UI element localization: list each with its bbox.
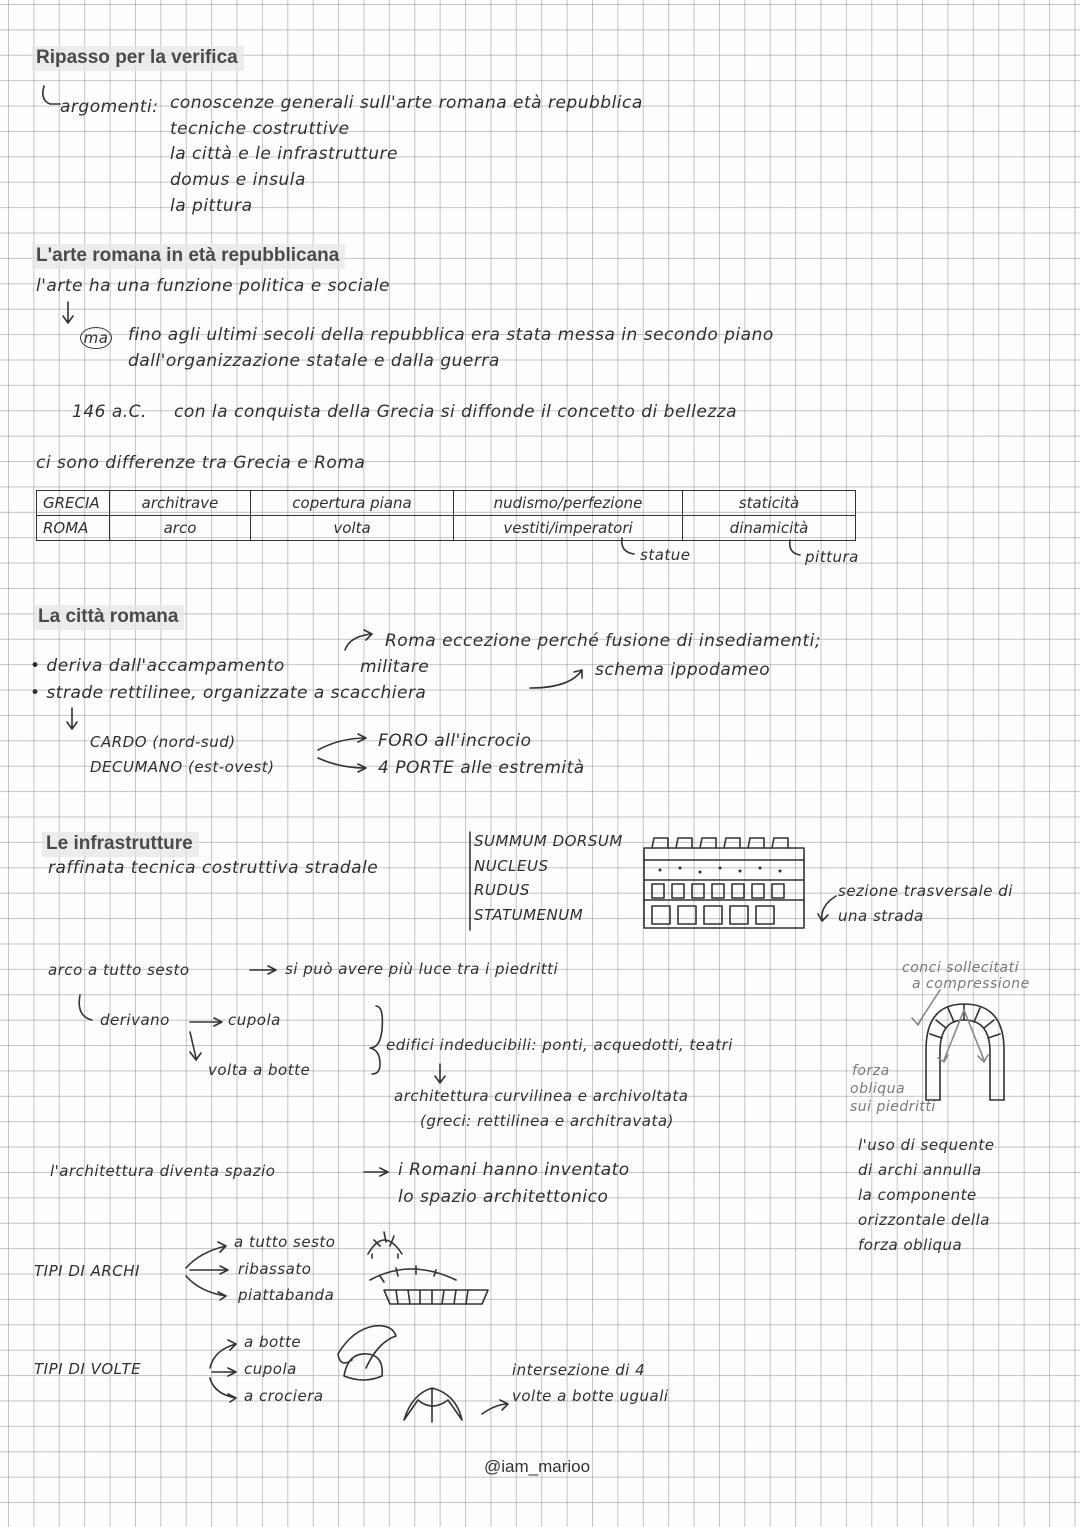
volta-tipo-3: a crociera — [244, 1387, 324, 1405]
round-arch-icon — [368, 1232, 402, 1258]
table-cell: nudismo/perfezione — [454, 491, 683, 516]
note-statue: statue — [640, 546, 691, 564]
cardo: CARDO (nord-sud) — [90, 733, 236, 751]
hook-arrow-icon — [43, 86, 60, 104]
ma-circle: ma — [80, 327, 112, 349]
romani-inventato: i Romani hanno inventato — [398, 1160, 630, 1180]
hook-arrow-icon — [79, 995, 92, 1020]
uso-5: forza obliqua — [858, 1236, 963, 1254]
argomenti-label: argomenti: — [60, 97, 159, 117]
layer-nucleus: NUCLEUS — [474, 857, 549, 875]
segmental-arch-icon — [370, 1266, 456, 1282]
una-strada: una strada — [838, 907, 924, 925]
intersezione-1: intersezione di 4 — [512, 1361, 646, 1379]
arrow-icon — [186, 1242, 226, 1268]
arrow-icon — [364, 1168, 388, 1176]
forza-2: obliqua — [850, 1081, 906, 1097]
arco-tutto-sesto: arco a tutto sesto — [48, 961, 190, 979]
layer-summum: SUMMUM DORSUM — [474, 832, 623, 850]
intersezione-2: volte a botte uguali — [512, 1387, 669, 1405]
arte-line-3: dall'organizzazione statale e dalla guerra — [128, 351, 500, 371]
road-section-icon — [644, 838, 804, 928]
differenze: ci sono differenze tra Grecia e Roma — [36, 453, 366, 473]
arco-tipo-1: a tutto sesto — [234, 1233, 336, 1251]
roma-eccezione: Roma eccezione perché fusione di insediamenti; — [385, 631, 822, 651]
date-146: 146 a.C. — [72, 402, 147, 422]
arco-tipo-2: ribassato — [238, 1260, 312, 1278]
brace — [370, 1006, 382, 1074]
topic-4: domus e insula — [170, 170, 306, 190]
cupola: cupola — [228, 1011, 281, 1029]
table-cell: arco — [110, 516, 251, 541]
arrow-icon — [318, 758, 366, 772]
arte-line-2: fino agli ultimi secoli della repubblica era stata messa in secondo piano — [128, 325, 774, 345]
strade-rettilinee: • strade rettilinee, organizzate a scacchiera — [30, 683, 427, 703]
heading-infrastrutture: Le infrastrutture — [42, 832, 199, 857]
volta-tipo-1: a botte — [244, 1333, 302, 1351]
table-cell: vestiti/imperatori — [454, 516, 683, 541]
uso-1: l'uso di sequente — [858, 1136, 995, 1154]
arrow-icon — [345, 630, 372, 650]
dome-icon — [344, 1354, 382, 1380]
hook-arrow-icon — [790, 540, 800, 555]
volta-a-botte: volta a botte — [208, 1061, 311, 1079]
topic-2: tecniche costruttive — [170, 119, 350, 139]
note-pittura: pittura — [805, 548, 859, 566]
cross-vault-icon — [404, 1388, 462, 1422]
militare: militare — [360, 657, 430, 677]
table-cell: dinamicità — [683, 516, 856, 541]
layer-statumen: STATUMENUM — [474, 906, 584, 924]
arch-spazio: l'architettura diventa spazio — [50, 1162, 276, 1180]
heading-arte-romana: L'arte romana in età repubblicana — [32, 244, 345, 269]
table-cell: architrave — [110, 491, 251, 516]
down-arrow-icon — [435, 1064, 445, 1083]
spazio-architettonico: lo spazio architettonico — [398, 1187, 609, 1207]
arco-tipo-3: piattabanda — [238, 1286, 335, 1304]
arrow-icon — [210, 1340, 236, 1368]
arrow-icon — [190, 1266, 228, 1274]
arrow-icon — [190, 1018, 222, 1026]
topic-3: la città e le infrastrutture — [170, 144, 398, 164]
tecnica-stradale: raffinata tecnica costruttiva stradale — [48, 858, 379, 878]
arch-greci: (greci: rettilinea e architravata) — [420, 1112, 674, 1130]
decumano: DECUMANO (est-ovest) — [90, 758, 275, 776]
arch-curvilinea: architettura curvilinea e archivoltata — [394, 1087, 689, 1105]
down-arrow-icon — [67, 708, 77, 729]
heading-ripasso: Ripasso per la verifica — [32, 46, 244, 71]
uso-4: orizzontale della — [858, 1211, 990, 1229]
table-cell: staticità — [683, 491, 856, 516]
uso-2: di archi annulla — [858, 1161, 982, 1179]
arch-diagram-icon — [912, 990, 1004, 1100]
arrow-icon — [210, 1378, 236, 1402]
foro: FORO all'incrocio — [378, 731, 532, 751]
topic-1: conoscenze generali sull'arte romana età repubblica — [170, 93, 643, 113]
arrow-icon — [186, 1276, 226, 1300]
table-cell: volta — [251, 516, 454, 541]
topic-5: la pittura — [170, 196, 253, 216]
luce-piedritti: si può avere più luce tra i piedritti — [285, 960, 559, 978]
forza-1: forza — [852, 1063, 890, 1079]
edifici: edifici indeducibili: ponti, acquedotti, teatri — [386, 1036, 733, 1054]
conci-1: conci sollecitati — [902, 960, 1019, 976]
arrow-icon — [482, 1400, 508, 1414]
forza-3: sui piedritti — [850, 1099, 936, 1115]
table-cell: copertura piana — [251, 491, 454, 516]
table-cell: ROMA — [37, 516, 110, 541]
barrel-vault-icon — [338, 1326, 396, 1368]
layer-rudus: RUDUS — [474, 881, 530, 899]
arrow-icon — [818, 896, 836, 921]
derivano: derivano — [100, 1011, 170, 1029]
heading-citta-romana: La città romana — [34, 605, 184, 630]
hook-arrow-icon — [622, 538, 634, 554]
tipi-archi: TIPI DI ARCHI — [34, 1262, 140, 1280]
porte: 4 PORTE alle estremità — [378, 758, 585, 778]
volta-tipo-2: cupola — [244, 1360, 297, 1378]
arte-funzione: l'arte ha una funzione politica e sociale — [36, 276, 391, 296]
down-arrow-icon — [63, 302, 73, 323]
deriva-accampamento: • deriva dall'accampamento — [30, 656, 285, 676]
tipi-volte: TIPI DI VOLTE — [34, 1360, 142, 1378]
sezione-trasversale: sezione trasversale di — [838, 882, 1013, 900]
arrow-icon — [190, 1032, 201, 1060]
uso-3: la componente — [858, 1186, 977, 1204]
conci-2: a compressione — [912, 976, 1030, 992]
flat-arch-icon — [384, 1290, 488, 1304]
conquista-grecia: con la conquista della Grecia si diffonde il concetto di bellezza — [174, 402, 738, 422]
schema-ippodameo: schema ippodameo — [595, 660, 771, 680]
table-cell: GRECIA — [37, 491, 110, 516]
watermark: @iam_marioo — [484, 1457, 591, 1476]
arrow-icon — [530, 670, 582, 688]
arrow-icon — [212, 1368, 236, 1376]
arrow-icon — [318, 734, 366, 750]
arrow-icon — [250, 966, 276, 974]
